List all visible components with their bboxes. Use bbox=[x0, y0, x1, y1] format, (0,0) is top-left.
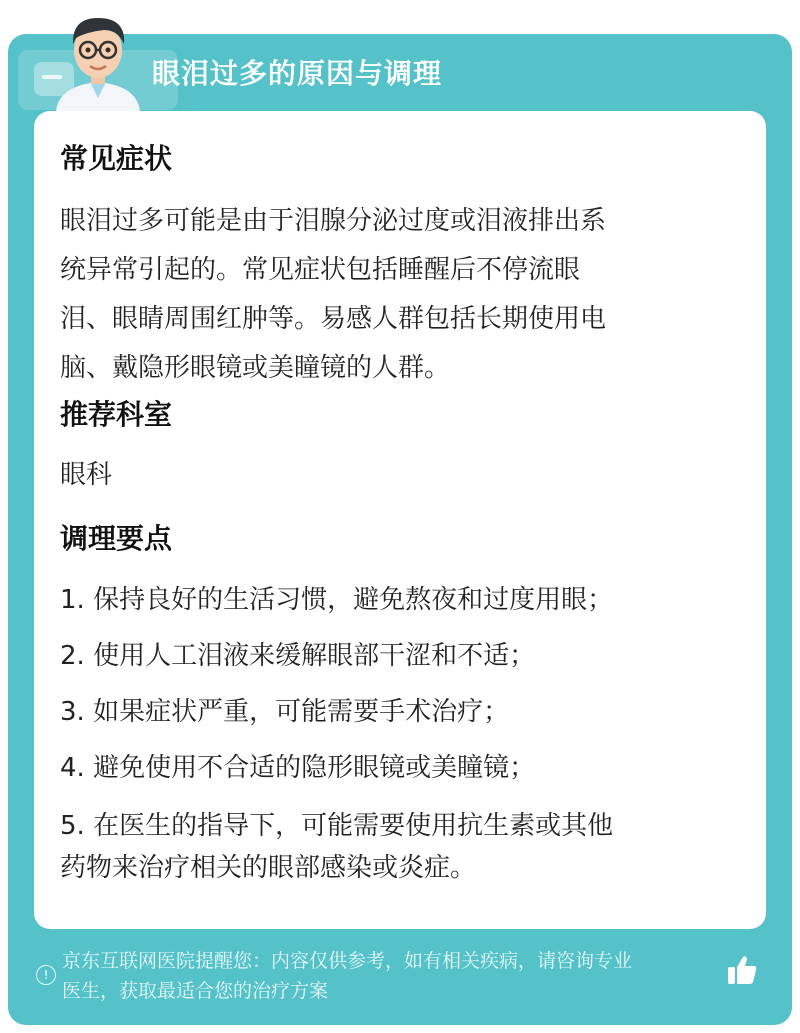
content-card bbox=[34, 111, 766, 929]
care-item-line: 5. 在医生的指导下，可能需要使用抗生素或其他 bbox=[60, 811, 614, 841]
thumbs-up-icon[interactable] bbox=[724, 952, 760, 988]
doctor-avatar bbox=[46, 8, 150, 112]
symptoms-line: 泪、眼睛周围红肿等。易感人群包括长期使用电 bbox=[60, 304, 607, 334]
symptoms-title: 常见症状 bbox=[60, 142, 173, 175]
symptoms-line: 眼泪过多可能是由于泪腺分泌过度或泪液排出系 bbox=[60, 206, 607, 236]
info-icon: ! bbox=[36, 965, 56, 985]
care-item: 2. 使用人工泪液来缓解眼部干涩和不适； bbox=[60, 641, 536, 671]
disclaimer-text bbox=[62, 946, 727, 1006]
care-item: 1. 保持良好的生活习惯，避免熬夜和过度用眼； bbox=[60, 585, 614, 615]
symptoms-line: 脑、戴隐形眼镜或美瞳镜的人群。 bbox=[60, 353, 451, 383]
page-title: 眼泪过多的原因与调理 bbox=[152, 57, 443, 90]
symptoms-text bbox=[60, 197, 740, 393]
disclaimer-line: 医生，获取最适合您的治疗方案 bbox=[62, 980, 329, 1002]
department-title: 推荐科室 bbox=[60, 398, 173, 431]
department-value: 眼科 bbox=[60, 460, 113, 490]
disclaimer-line: 京东互联网医院提醒您：内容仅供参考，如有相关疾病，请咨询专业 bbox=[62, 950, 633, 972]
care-item-line: 药物来治疗相关的眼部感染或炎症。 bbox=[60, 853, 477, 883]
care-title: 调理要点 bbox=[60, 522, 173, 555]
care-item bbox=[60, 805, 740, 889]
care-item: 3. 如果症状严重，可能需要手术治疗； bbox=[60, 697, 510, 727]
symptoms-line: 统异常引起的。常见症状包括睡醒后不停流眼 bbox=[60, 255, 581, 285]
care-item: 4. 避免使用不合适的隐形眼镜或美瞳镜； bbox=[60, 753, 536, 783]
